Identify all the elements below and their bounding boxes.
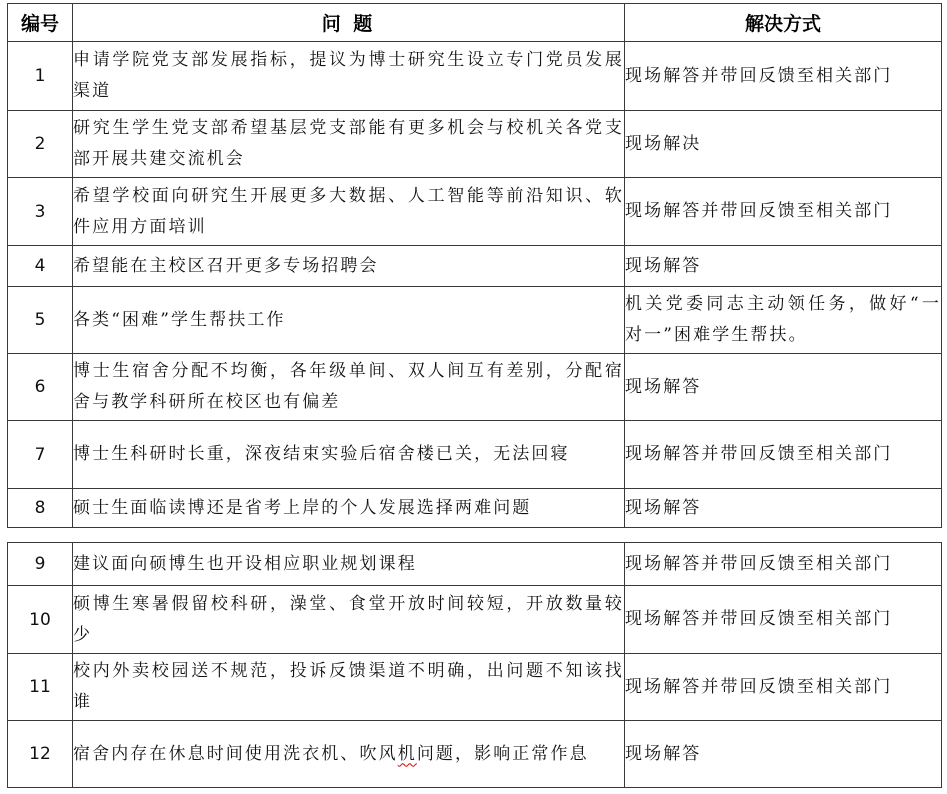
header-issue: 问 题 <box>73 4 625 42</box>
issues-table-part-2 <box>7 542 942 788</box>
row-issue: 各类“困难”学生帮扶工作 <box>73 287 625 354</box>
row-number: 2 <box>8 111 73 178</box>
row-number: 10 <box>8 586 73 654</box>
table-row <box>8 111 942 178</box>
row-issue: 博士生科研时长重，深夜结束实验后宿舍楼已关，无法回寝 <box>73 421 625 489</box>
row-number: 6 <box>8 354 73 421</box>
table-row <box>8 246 942 287</box>
row-issue: 硕士生面临读博还是省考上岸的个人发展选择两难问题 <box>73 489 625 528</box>
issues-table-part-1 <box>7 3 942 528</box>
row-solution: 现场解答 <box>625 354 942 421</box>
row-number: 3 <box>8 178 73 246</box>
row-issue: 研究生学生党支部希望基层党支部能有更多机会与校机关各党支部开展共建交流机会 <box>73 111 625 178</box>
row-solution: 现场解答 <box>625 721 942 788</box>
row-solution: 机关党委同志主动领任务，做好“一对一”困难学生帮扶。 <box>625 287 942 354</box>
table-row <box>8 178 942 246</box>
issue-text-end: 问题，影响正常作息 <box>416 743 589 764</box>
row-issue: 希望学校面向研究生开展更多大数据、人工智能等前沿知识、软件应用方面培训 <box>73 178 625 246</box>
table-row <box>8 586 942 654</box>
row-issue: 博士生宿舍分配不均衡，各年级单间、双人间互有差别，分配宿舍与教学科研所在校区也有偏差 <box>73 354 625 421</box>
row-solution: 现场解答并带回反馈至相关部门 <box>625 421 942 489</box>
header-number: 编号 <box>8 4 73 42</box>
table-row <box>8 421 942 489</box>
table-row <box>8 489 942 528</box>
row-issue: 希望能在主校区召开更多专场招聘会 <box>73 246 625 287</box>
table-row <box>8 42 942 111</box>
row-solution: 现场解答 <box>625 489 942 528</box>
row-issue: 硕博生寒暑假留校科研，澡堂、食堂开放时间较短，开放数量较少 <box>73 586 625 654</box>
row-number: 4 <box>8 246 73 287</box>
row-solution: 现场解决 <box>625 111 942 178</box>
row-issue: 建议面向硕博生也开设相应职业规划课程 <box>73 543 625 586</box>
issue-text-start: 宿舍内存在休息时间使用洗衣机、吹风 <box>73 743 398 764</box>
row-number: 5 <box>8 287 73 354</box>
row-solution: 现场解答并带回反馈至相关部门 <box>625 586 942 654</box>
row-solution: 现场解答并带回反馈至相关部门 <box>625 178 942 246</box>
header-solution: 解决方式 <box>625 4 942 42</box>
row-solution: 现场解答并带回反馈至相关部门 <box>625 42 942 111</box>
table-header-row <box>8 4 942 42</box>
row-issue <box>73 721 625 788</box>
row-number: 8 <box>8 489 73 528</box>
row-number: 11 <box>8 654 73 721</box>
row-issue: 校内外卖校园送不规范，投诉反馈渠道不明确，出问题不知该找谁 <box>73 654 625 721</box>
row-solution: 现场解答 <box>625 246 942 287</box>
row-number: 12 <box>8 721 73 788</box>
page-break-gap <box>0 532 947 542</box>
table-row <box>8 287 942 354</box>
row-solution: 现场解答并带回反馈至相关部门 <box>625 654 942 721</box>
table-row <box>8 543 942 586</box>
row-number: 9 <box>8 543 73 586</box>
row-issue: 申请学院党支部发展指标，提议为博士研究生设立专门党员发展渠道 <box>73 42 625 111</box>
table-row <box>8 654 942 721</box>
row-number: 1 <box>8 42 73 111</box>
row-solution: 现场解答并带回反馈至相关部门 <box>625 543 942 586</box>
row-number: 7 <box>8 421 73 489</box>
table-row <box>8 721 942 788</box>
spellcheck-underlined-word: 机 <box>397 743 417 764</box>
table-row <box>8 354 942 421</box>
